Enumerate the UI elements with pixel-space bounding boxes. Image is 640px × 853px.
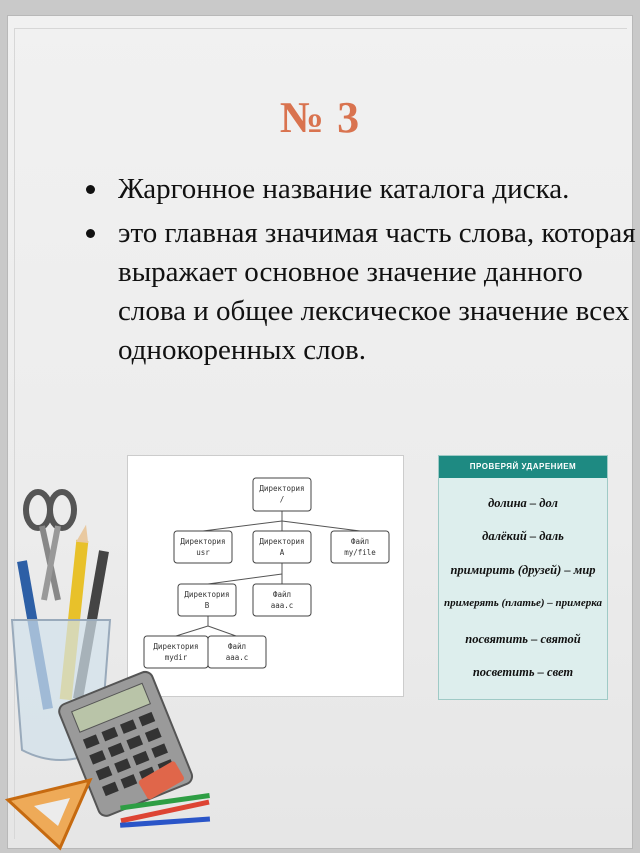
poster-line: далёкий – даль [482, 529, 564, 543]
tree-node-label: aaa.c [225, 653, 249, 662]
tree-root-line1: Директория [259, 484, 305, 493]
tree-node-label: Директория [259, 537, 305, 546]
scissors-icon [26, 492, 74, 600]
tree-node-a [253, 531, 311, 563]
tree-node-label: my/file [344, 548, 376, 557]
tree-node-label: Директория [180, 537, 226, 546]
tree-node-label: usr [196, 548, 210, 557]
slide-title: № 3 [279, 93, 361, 142]
tree-node-label: Директория [153, 642, 199, 651]
tree-node-label: Файл [272, 590, 292, 599]
poster-line: посвятить – святой [465, 632, 581, 646]
tree-node-aaa [253, 584, 311, 616]
tree-node-label: mydir [164, 653, 188, 662]
tree-node-label: Файл [227, 642, 247, 651]
poster-heading: ПРОВЕРЯЙ УДАРЕНИЕМ [439, 456, 607, 478]
tree-node-label: Директория [184, 590, 230, 599]
bullet-item: это главная значимая часть слова, которая выражает основное значение данного слова и общее лексическое значение всех однокоренных слов. [84, 214, 640, 370]
stress-rule-poster [438, 455, 608, 700]
poster-line: долина – дол [488, 496, 558, 510]
tree-node-label: B [204, 601, 210, 610]
poster-line: примирить (друзей) – мир [450, 563, 596, 577]
bullet-item: Жаргонное название каталога диска. [84, 170, 640, 209]
bullet-list [84, 170, 640, 375]
poster-line: посветить – свет [472, 665, 574, 679]
tree-root-line2: / [279, 495, 285, 504]
stationery-clipart [0, 480, 260, 853]
tree-node-label: Файл [350, 537, 370, 546]
tree-node-label: aaa.c [270, 601, 294, 610]
poster-line: примерять (платье) – примерка [443, 597, 603, 609]
tree-node-label: A [279, 548, 285, 557]
tree-node-file [331, 531, 389, 563]
